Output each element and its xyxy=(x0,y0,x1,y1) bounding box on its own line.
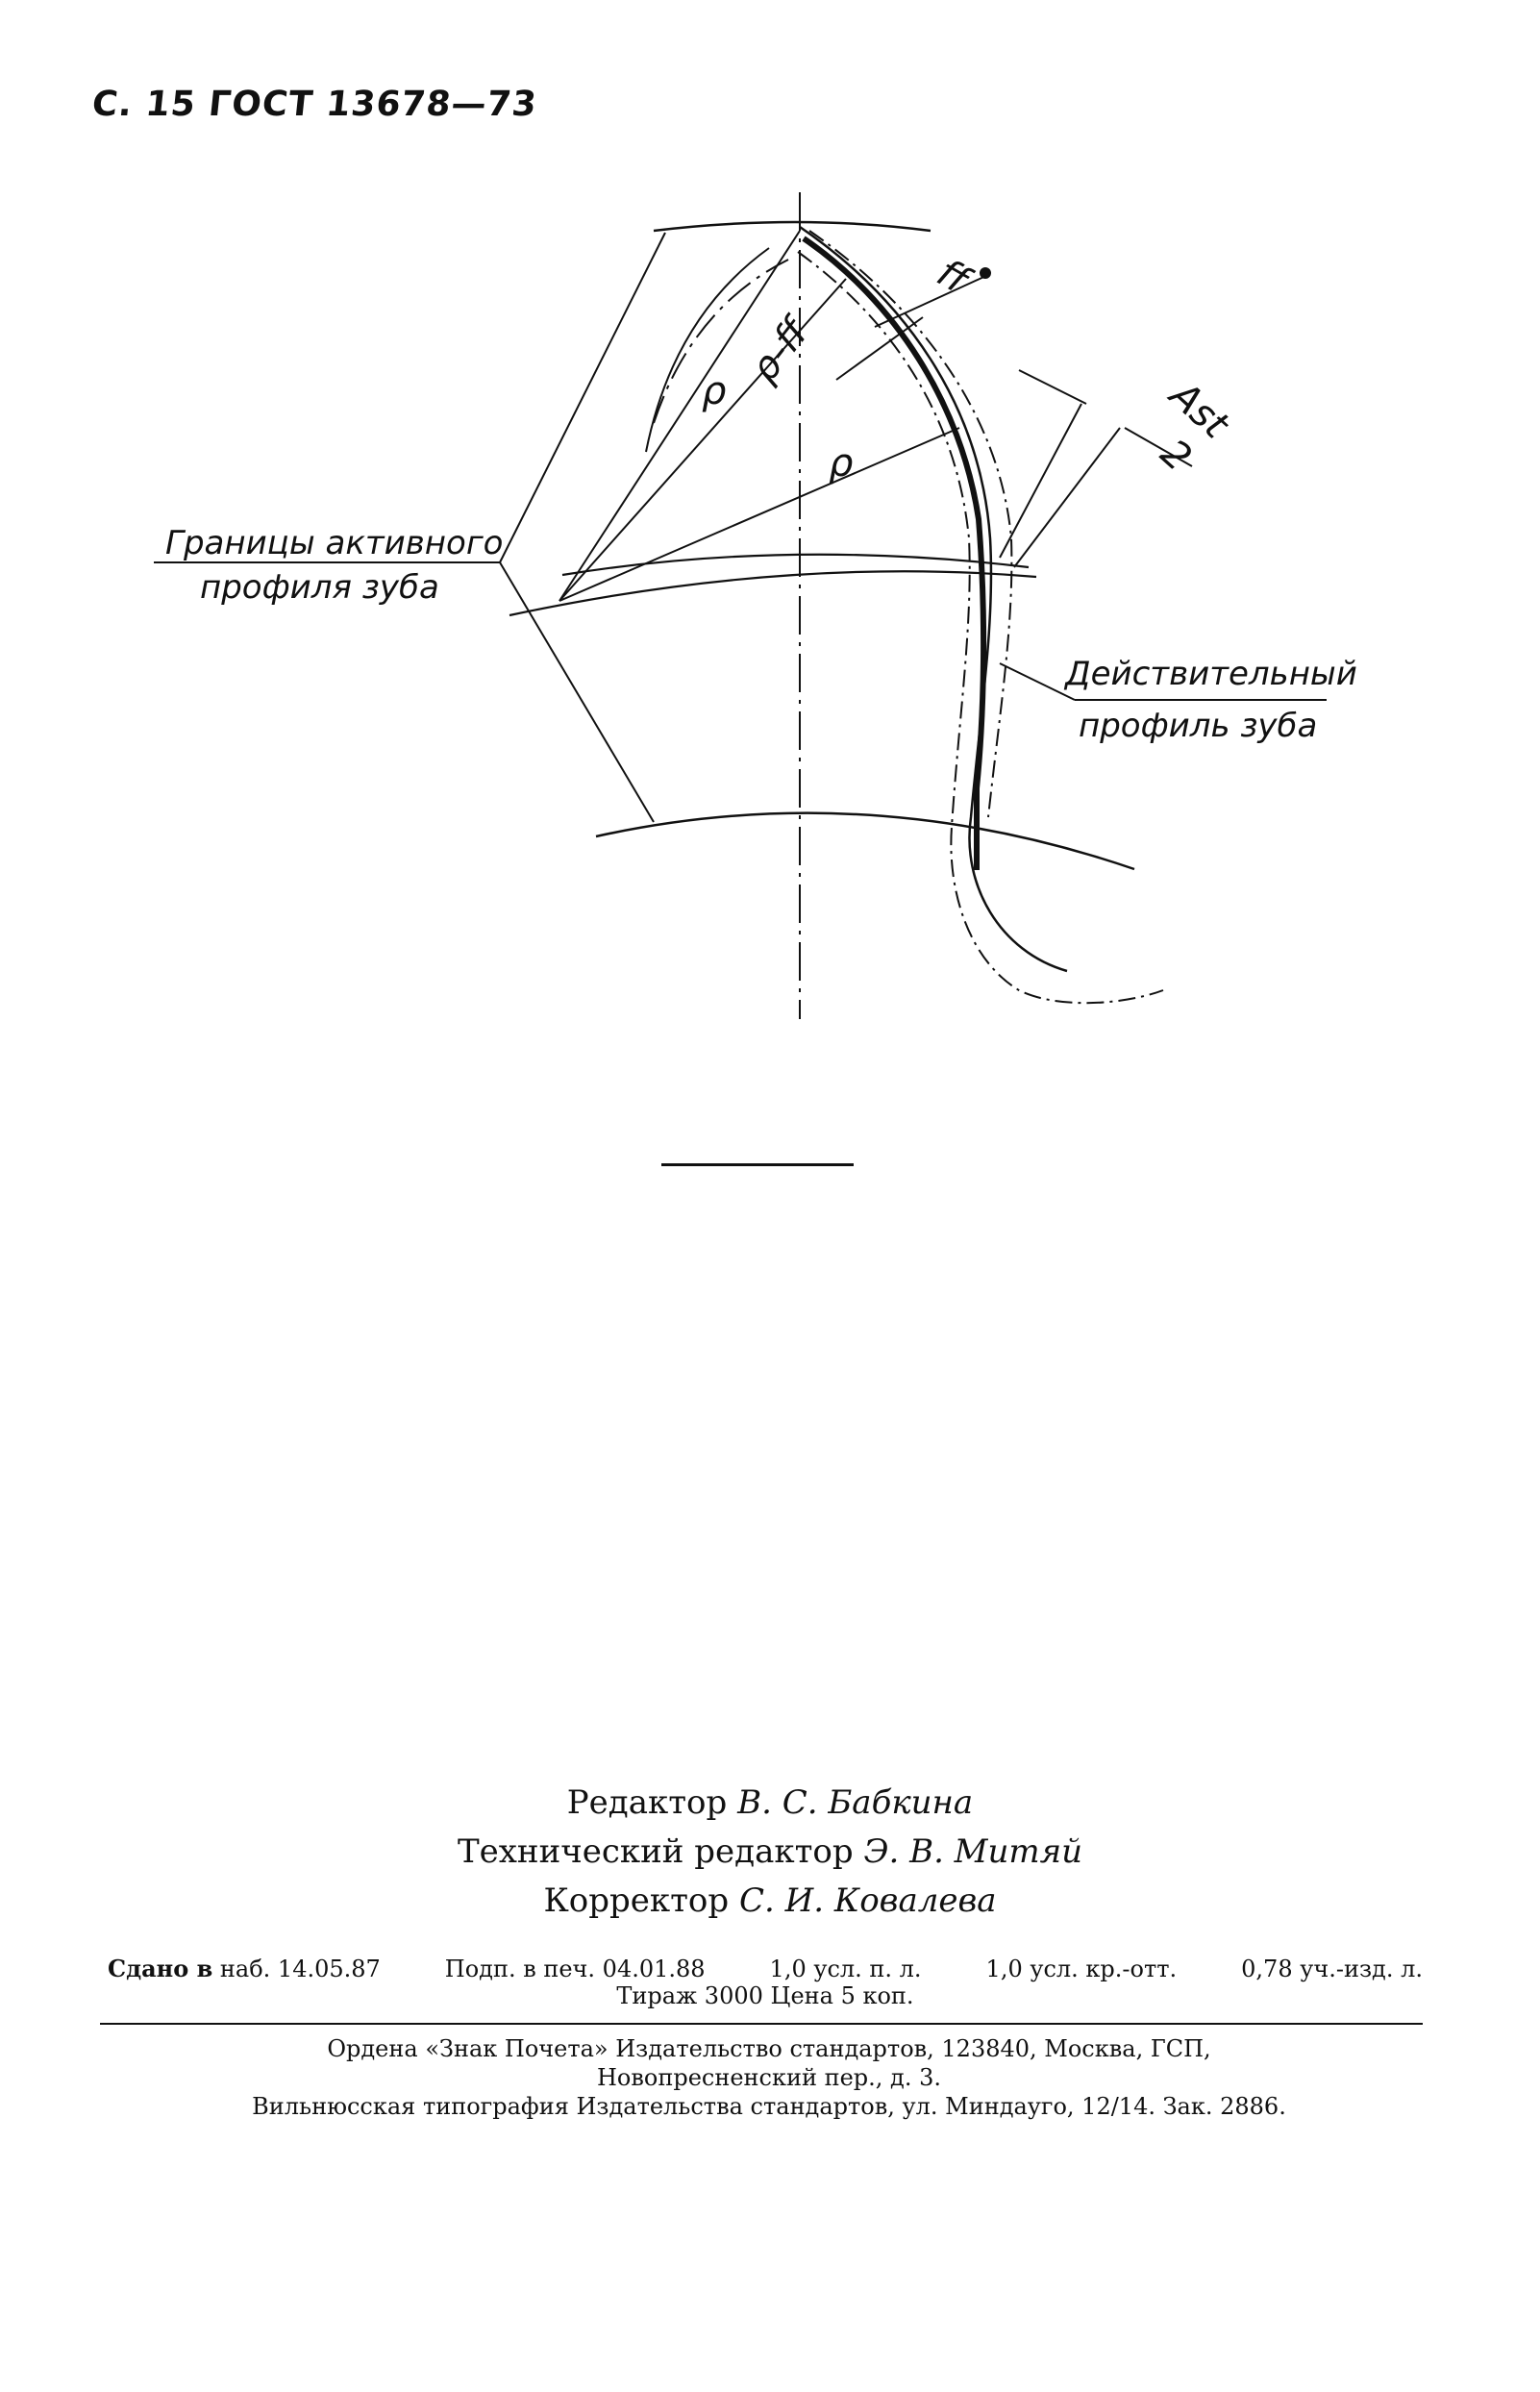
imprint-separator xyxy=(100,2023,1423,2025)
imprint-row: Сдано в наб. 14.05.87 Подп. в печ. 04.01.88 1,0 усл. п. л. 1,0 усл. кр.-отт. 0,78 уч.-изд. л. xyxy=(108,1955,1423,1982)
active-boundary-label-1: Границы активного xyxy=(165,524,504,562)
publisher-block xyxy=(115,2034,1423,2121)
root-circle-arc xyxy=(596,813,1134,869)
corrector-line: Корректор С. И. Ковалева xyxy=(543,1881,997,1920)
tech-editor-line: Технический редактор Э. В. Митяй xyxy=(457,1832,1083,1871)
credits-block xyxy=(0,1779,1540,1926)
ast-label: Ast xyxy=(1161,373,1237,448)
active-boundary-arc-lower xyxy=(509,571,1036,615)
publisher-line-1: Ордена «Знак Почета» Издательство стандартов, 123840, Москва, ГСП, xyxy=(327,2035,1211,2062)
rho-label-2: ρ xyxy=(829,441,854,486)
publisher-line-3: Вильнюсская типография Издательства стандартов, ул. Миндауго, 12/14. Зак. 2886. xyxy=(252,2093,1286,2120)
actual-profile-label-1: Действительный xyxy=(1065,655,1357,693)
two-label: 2 xyxy=(1152,431,1201,481)
actual-profile-label-2: профиль зуба xyxy=(1079,707,1318,745)
publisher-line-2: Новопресненский пер., д. 3. xyxy=(597,2064,941,2091)
section-rule xyxy=(661,1163,854,1166)
nominal-profile xyxy=(800,227,1067,971)
rho-label-1: ρ xyxy=(702,369,727,413)
imprint-block xyxy=(108,1956,1423,2009)
tip-circle-arc xyxy=(654,222,931,231)
active-boundary-label-2: профиля зуба xyxy=(200,568,439,607)
run-line: Тираж 3000 Цена 5 коп. xyxy=(616,1982,914,2009)
page-header: С. 15 ГОСТ 13678—73 xyxy=(89,85,539,124)
rho-minus-ff-label: ρ-ff xyxy=(741,311,818,391)
ff-label: ff xyxy=(930,250,977,304)
inner-arc xyxy=(646,248,769,452)
editor-line: Редактор В. С. Бабкина xyxy=(566,1783,974,1822)
radii-lines xyxy=(559,231,959,601)
